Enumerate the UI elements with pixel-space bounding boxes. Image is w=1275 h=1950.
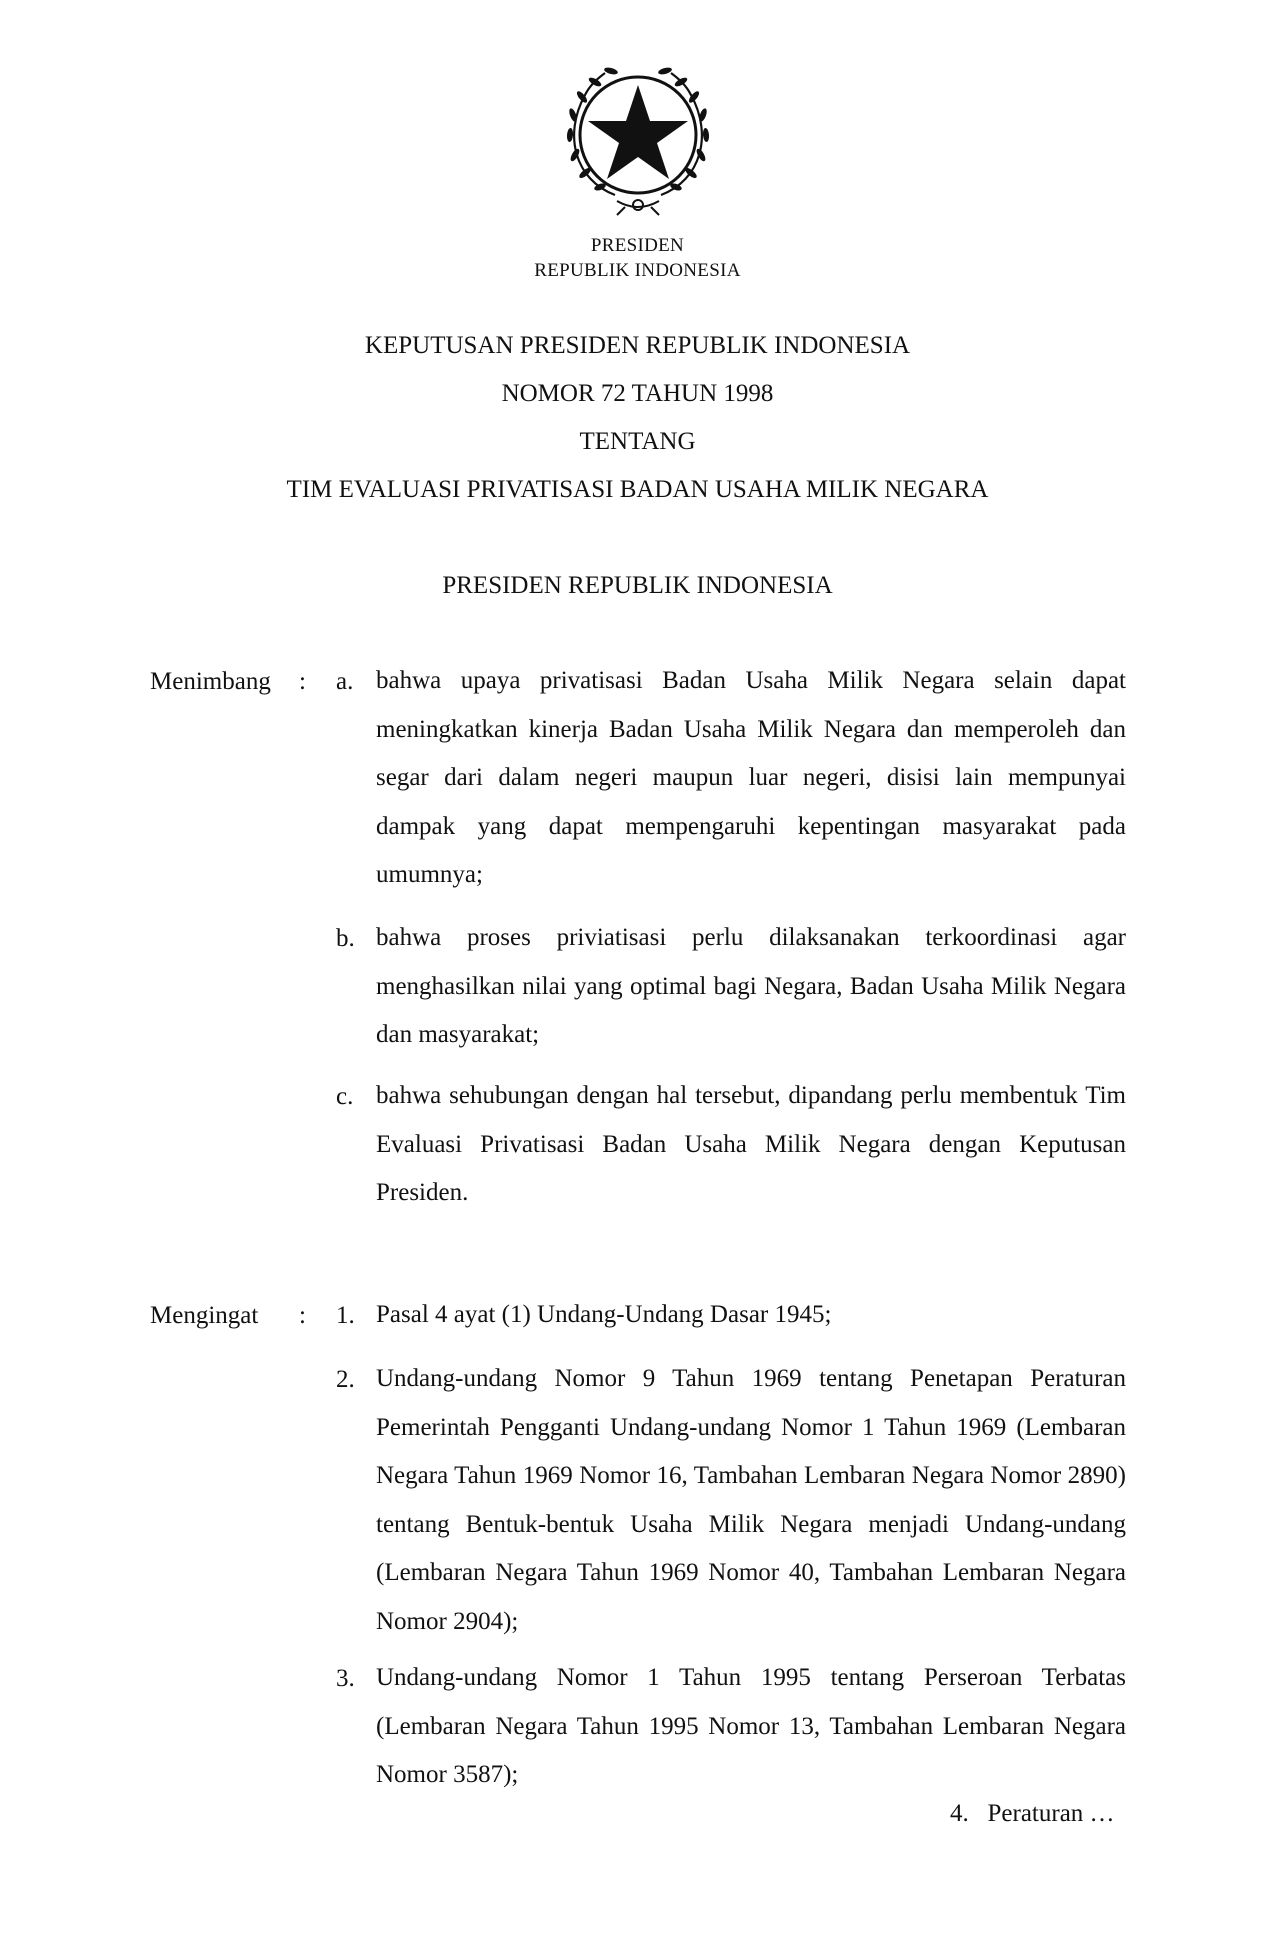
menimbang-item-text: bahwa proses priviatisasi perlu dilaksanakan terkoordinasi agar menghasilkan nilai yang optimal bagi Negara, Badan Usaha Milik Negara dan masyarakat; [376, 924, 1126, 1048]
continuation-note [950, 1800, 1115, 1828]
decree-about: TENTANG [579, 428, 696, 455]
mengingat-item-marker: 1. [336, 1302, 355, 1329]
mengingat-colon: : [299, 1302, 306, 1329]
continuation-marker: 4. [950, 1800, 969, 1827]
mengingat-item-marker: 2. [336, 1366, 355, 1393]
mengingat-item-text: Undang-undang Nomor 9 Tahun 1969 tentang Penetapan Peraturan Pemerintah Pengganti Undang-undang Nomor 1 Tahun 1969 (Lembaran Negara Tahun 1969 Nomor 16, Tambahan Lembaran Negara Nomor 2890) tentang Bentuk-bentuk Usaha Milik Negara menjadi Undang-undang (Lembaran Negara Tahun 1969 Nomor 40, Tambahan Lembaran Negara Nomor 2904); [376, 1365, 1126, 1635]
decree-title: KEPUTUSAN PRESIDEN REPUBLIK INDONESIA [364, 332, 911, 359]
menimbang-item-text: bahwa upaya privatisasi Badan Usaha Milik Negara selain dapat meningkatkan kinerja Badan Usaha Milik Negara dan memperoleh dan segar dari dalam negeri maupun luar negeri, disisi lain mempunyai dampak yang dapat mempengaruhi kepentingan masyarakat pada umumnya; [376, 667, 1126, 888]
presidential-emblem-icon [555, 55, 721, 221]
mengingat-item-text: Pasal 4 ayat (1) Undang-Undang Dasar 1945; [376, 1301, 832, 1328]
mengingat-item-text: Undang-undang Nomor 1 Tahun 1995 tentang Perseroan Terbatas (Lembaran Negara Tahun 1995 Nomor 13, Tambahan Lembaran Negara Nomor 3587); [376, 1664, 1126, 1788]
office-title-line-1: PRESIDEN [590, 235, 685, 256]
mengingat-item-marker: 3. [336, 1665, 355, 1692]
menimbang-colon: : [299, 668, 306, 695]
mengingat-label: Mengingat [150, 1302, 259, 1329]
decree-issuer: PRESIDEN REPUBLIK INDONESIA [442, 572, 833, 599]
menimbang-item-marker: c. [336, 1083, 354, 1110]
menimbang-item-text: bahwa sehubungan dengan hal tersebut, dipandang perlu membentuk Tim Evaluasi Privatisasi Badan Usaha Milik Negara dengan Keputusan Presiden. [376, 1082, 1126, 1206]
menimbang-item-marker: b. [336, 925, 355, 952]
office-title-line-2: REPUBLIK INDONESIA [534, 260, 741, 281]
decree-subject: TIM EVALUASI PRIVATISASI BADAN USAHA MILIK NEGARA [286, 476, 989, 503]
menimbang-item-marker: a. [336, 668, 354, 695]
continuation-text: Peraturan … [987, 1800, 1115, 1827]
decree-number: NOMOR 72 TAHUN 1998 [501, 380, 774, 407]
menimbang-label: Menimbang [150, 668, 271, 695]
